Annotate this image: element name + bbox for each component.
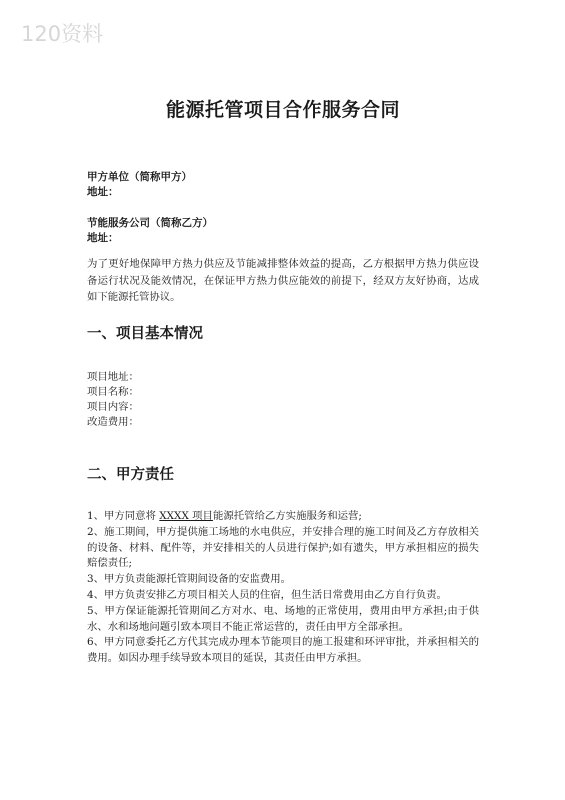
watermark-text: 120资料 bbox=[21, 22, 104, 46]
list-item: 1、甲方同意将 XXXX 项目能源托管给乙方实施服务和运营; bbox=[87, 510, 362, 522]
project-content-field: 项目内容： bbox=[87, 401, 139, 413]
list-item: 2、施工期间，甲方提供施工场地的水电供应，并安排合理的施工时间及乙方存放相关的设备、材料、配件等，并安排相关的人员进行保护;如有遗失，甲方承担相应的损失赔偿责任; bbox=[87, 525, 479, 570]
list-item: 3、甲方负责能源托管期间设备的安监费用。 bbox=[87, 573, 292, 586]
document-title: 能源托管项目合作服务合同 bbox=[165, 99, 400, 121]
party-a-address-label: 地址： bbox=[87, 186, 119, 198]
intro-paragraph: 为了更好地保障甲方热力供应及节能减排整体效益的提高，乙方根据甲方热力供应设备运行状况及能效情况，在保证甲方热力供应能效的前提下，经双方友好协商，达成如下能源托管协议。 bbox=[87, 258, 479, 303]
list-item: 6、甲方同意委托乙方代其完成办理本节能项目的施工报建和环评审批，并承担相关的费用。如因办理手续导致本项目的延误，其责任由甲方承担。 bbox=[87, 636, 479, 665]
responsibility-list bbox=[87, 509, 479, 667]
project-name-underlined: XXXX 项目 bbox=[159, 510, 213, 522]
list-item: 4、甲方负责安排乙方项目相关人员的住宿，但生活日常费用由乙方自行负责。 bbox=[87, 588, 447, 601]
section1-heading: 一、项目基本情况 bbox=[87, 326, 203, 342]
renovation-cost-field: 改造费用： bbox=[87, 416, 139, 428]
section2-heading: 二、甲方责任 bbox=[87, 467, 174, 483]
project-name-field: 项目名称： bbox=[87, 386, 139, 398]
party-b-address-label: 地址： bbox=[87, 232, 119, 244]
project-address-field: 项目地址： bbox=[87, 371, 139, 383]
party-a-label: 甲方单位（简称甲方） bbox=[87, 171, 192, 183]
list-item: 5、甲方保证能源托管期间乙方对水、电、场地的正常使用，费用由甲方承担;由于供水、水和场地问题引致本项目不能正常运营的，责任由甲方全部承担。 bbox=[87, 604, 479, 633]
party-b-label: 节能服务公司（简称乙方） bbox=[87, 217, 213, 229]
